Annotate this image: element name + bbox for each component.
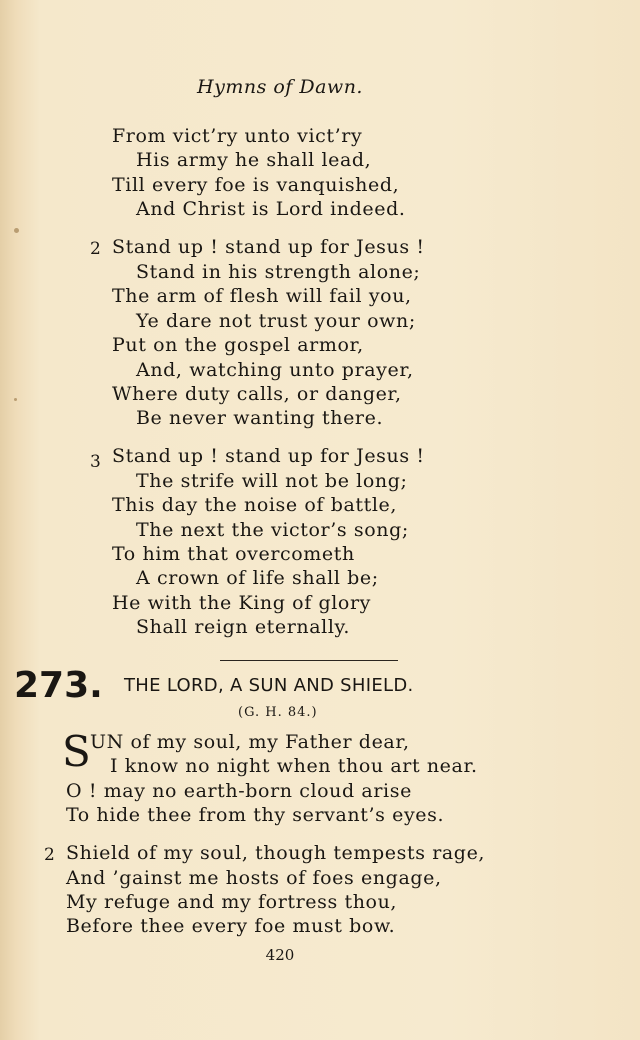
- verse-line: To him that overcometh: [112, 543, 355, 565]
- verse-line: Stand in his strength alone;: [136, 261, 421, 283]
- verse-line: Stand up ! stand up for Jesus !: [112, 445, 425, 467]
- verse-line: Ye dare not trust your own;: [136, 310, 416, 332]
- verse-line: Shall reign eternally.: [136, 616, 350, 638]
- verse-line: And, watching unto prayer,: [136, 359, 414, 381]
- verse-line: The strife will not be long;: [136, 470, 408, 492]
- stanza-number: 2: [44, 845, 55, 865]
- verse-line: My refuge and my fortress thou,: [66, 891, 398, 913]
- verse-line: His army he shall lead,: [136, 149, 372, 171]
- verse-line: Be never wanting there.: [136, 407, 384, 429]
- verse-line: A crown of life shall be;: [136, 567, 379, 589]
- page-number: 420: [265, 946, 295, 964]
- hymn-title: THE LORD, A SUN AND SHIELD.: [124, 675, 414, 696]
- verse-line: Where duty calls, or danger,: [112, 383, 402, 405]
- verse-line: And Christ is Lord indeed.: [136, 198, 406, 220]
- verse-line: The arm of flesh will fail you,: [112, 285, 412, 307]
- verse-line: I know no night when thou art near.: [110, 755, 478, 777]
- page-blemish: [14, 228, 19, 233]
- verse-line: O ! may no earth-born cloud arise: [66, 780, 412, 802]
- verse-line: From vict’ry unto vict’ry: [112, 125, 363, 147]
- stanza-number: 2: [90, 239, 101, 259]
- page-blemish: [14, 398, 17, 401]
- verse-line: The next the victor’s song;: [136, 519, 409, 541]
- section-divider: [220, 660, 398, 661]
- verse-line: Shield of my soul, though tempests rage,: [66, 842, 486, 864]
- verse-line: To hide thee from thy servant’s eyes.: [66, 804, 445, 826]
- verse-line: UN of my soul, my Father dear,: [90, 731, 410, 753]
- verse-line: Put on the gospel armor,: [112, 334, 364, 356]
- hymn-number: 273.: [14, 665, 103, 706]
- stanza-number: 3: [90, 452, 101, 472]
- hymn-tune-reference: (G. H. 84.): [238, 705, 318, 720]
- verse-line: He with the King of glory: [112, 592, 371, 614]
- drop-cap: S: [62, 727, 91, 776]
- verse-line: Till every foe is vanquished,: [112, 174, 400, 196]
- verse-line: And ’gainst me hosts of foes engage,: [66, 867, 442, 889]
- verse-line: Before thee every foe must bow.: [66, 915, 396, 937]
- verse-line: This day the noise of battle,: [112, 494, 398, 516]
- verse-line: Stand up ! stand up for Jesus !: [112, 236, 425, 258]
- running-head: Hymns of Dawn.: [197, 76, 363, 98]
